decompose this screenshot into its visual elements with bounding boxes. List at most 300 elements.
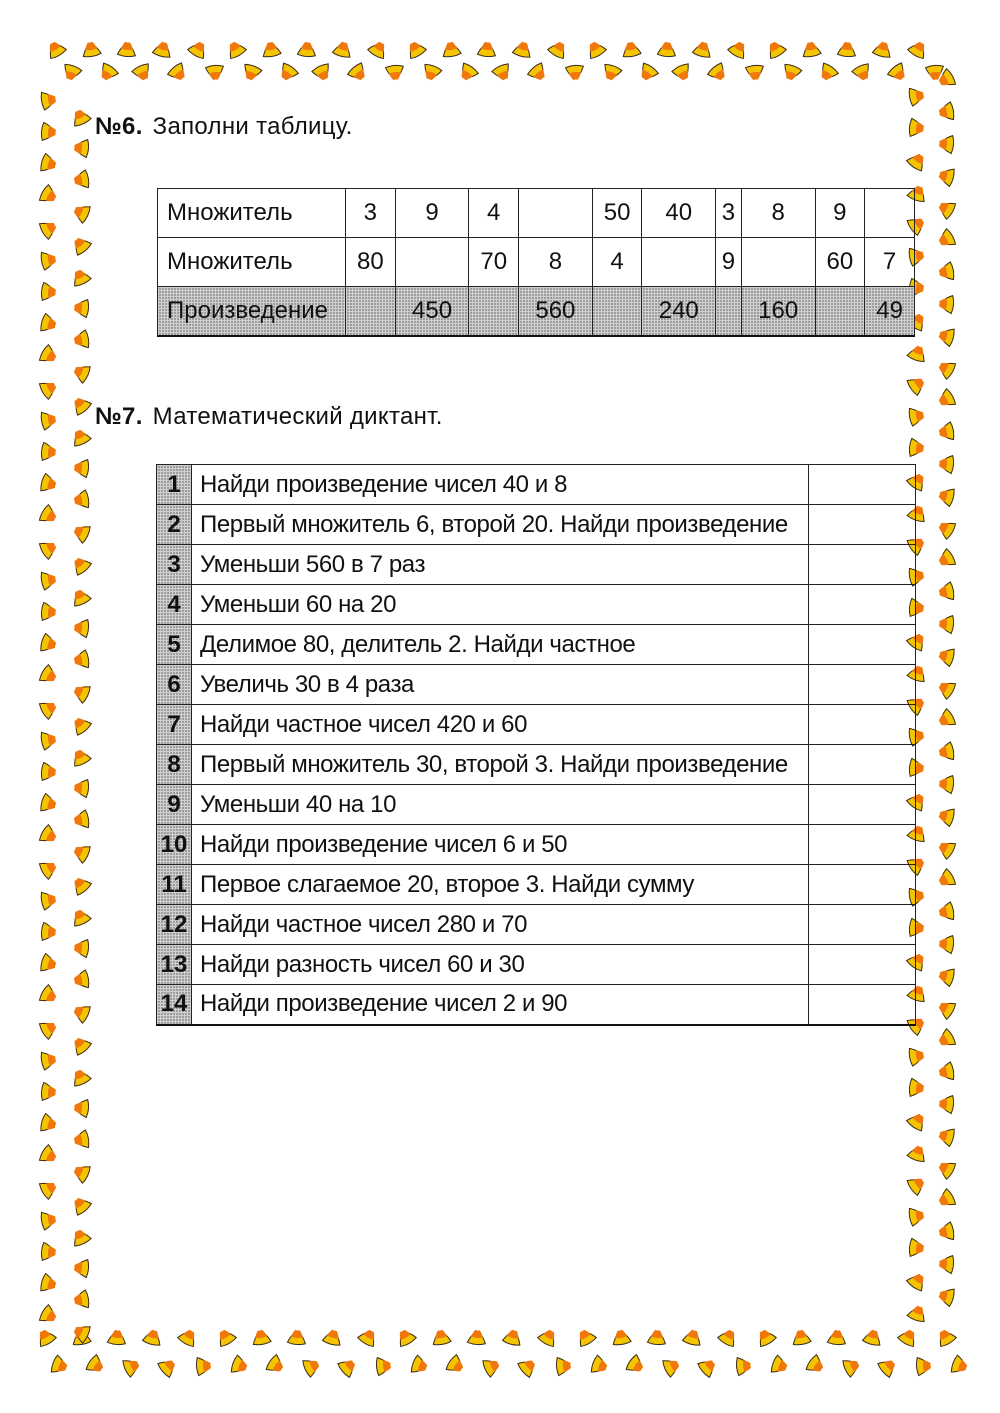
item-number: 8 xyxy=(157,745,192,785)
candy-corn-icon xyxy=(441,38,462,58)
item-number: 9 xyxy=(157,785,192,825)
candy-corn-icon xyxy=(934,485,956,507)
candy-corn-icon xyxy=(872,37,894,59)
candy-corn-icon xyxy=(935,614,954,633)
candy-corn-icon xyxy=(933,388,957,412)
item-number: 4 xyxy=(157,585,192,625)
candy-corn-icon xyxy=(68,904,92,927)
answer-cell[interactable] xyxy=(809,825,916,865)
candy-corn-icon xyxy=(935,902,955,923)
candy-corn-icon xyxy=(933,548,957,572)
candy-corn-icon xyxy=(70,970,90,991)
candy-corn-icon xyxy=(347,62,372,87)
candy-corn-icon xyxy=(814,62,839,87)
candy-corn-icon xyxy=(38,536,62,560)
candy-corn-icon xyxy=(297,38,316,57)
candy-corn-icon xyxy=(41,602,60,621)
item-number: 1 xyxy=(157,465,192,505)
candy-corn-icon xyxy=(117,38,136,57)
candy-corn-icon xyxy=(70,618,89,637)
candy-corn-icon xyxy=(40,890,60,911)
candy-corn-icon xyxy=(230,1355,253,1378)
candy-corn-icon xyxy=(223,36,247,60)
candy-corn-icon xyxy=(337,1353,362,1378)
candy-corn-icon xyxy=(40,250,60,271)
candy-corn-icon xyxy=(934,645,956,667)
candy-corn-icon xyxy=(897,1324,921,1348)
table-cell[interactable] xyxy=(815,287,865,336)
candy-corn-icon xyxy=(512,37,534,59)
candy-corn-icon xyxy=(933,708,957,732)
candy-corn-icon xyxy=(621,38,642,58)
candy-corn-icon xyxy=(887,62,912,87)
candy-corn-icon xyxy=(39,793,61,815)
multiplication-table xyxy=(157,188,915,337)
candy-corn-icon xyxy=(851,62,875,85)
candy-corn-icon xyxy=(70,1130,90,1151)
item-question: Найди разность чисел 60 и 30 xyxy=(192,945,809,985)
candy-corn-icon xyxy=(934,965,956,987)
candy-corn-icon xyxy=(573,1324,597,1348)
candy-corn-icon xyxy=(196,1356,215,1375)
candy-corn-icon xyxy=(70,170,90,191)
candy-corn-icon xyxy=(634,62,659,87)
candy-corn-icon xyxy=(445,1354,470,1379)
candy-corn-icon xyxy=(67,1191,92,1216)
candy-corn-icon xyxy=(491,62,515,85)
candy-corn-icon xyxy=(934,1125,956,1147)
candy-corn-icon xyxy=(590,1355,613,1378)
candy-corn-icon xyxy=(70,138,89,157)
answer-cell[interactable] xyxy=(809,945,916,985)
candy-corn-icon xyxy=(935,934,954,953)
table-cell[interactable]: 9 xyxy=(815,189,865,238)
candy-corn-icon xyxy=(625,1354,650,1379)
candy-corn-icon xyxy=(67,711,92,736)
table-row xyxy=(157,785,916,825)
candy-corn-icon xyxy=(332,37,354,59)
table-cell[interactable]: 40 xyxy=(642,189,716,238)
candy-corn-icon xyxy=(692,37,714,59)
table-row xyxy=(158,189,915,238)
candy-corn-icon xyxy=(753,1324,777,1348)
candy-corn-icon xyxy=(38,1016,62,1040)
candy-corn-icon xyxy=(763,36,787,60)
candy-corn-icon xyxy=(68,744,92,767)
candy-corn-icon xyxy=(393,1324,417,1348)
candy-corn-icon xyxy=(933,836,957,860)
candy-corn-icon xyxy=(933,1156,957,1180)
item-question: Найди произведение чисел 40 и 8 xyxy=(192,465,809,505)
candy-corn-icon xyxy=(935,262,955,283)
candy-corn-icon xyxy=(906,147,931,172)
candy-corn-icon xyxy=(67,391,92,416)
item-question: Найди произведение чисел 2 и 90 xyxy=(192,985,809,1025)
candy-corn-icon xyxy=(935,1062,955,1083)
candy-corn-icon xyxy=(909,118,928,137)
answer-cell[interactable] xyxy=(809,465,916,505)
item-question: Уменьши 40 на 10 xyxy=(192,785,809,825)
candy-corn-icon xyxy=(906,1267,931,1292)
table-cell[interactable]: 60 xyxy=(815,238,865,287)
item-question: Первое слагаемое 20, второе 3. Найди сумму xyxy=(192,865,809,905)
item-question: Первый множитель 6, второй 20. Найди произведение xyxy=(192,505,809,545)
candy-corn-icon xyxy=(935,1094,954,1113)
table-cell[interactable]: 8 xyxy=(741,189,815,238)
candy-corn-icon xyxy=(265,1354,290,1379)
candy-corn-icon xyxy=(142,1325,164,1347)
candy-corn-icon xyxy=(454,62,479,87)
candy-corn-icon xyxy=(41,122,60,141)
candy-corn-icon xyxy=(152,37,174,59)
candy-corn-icon xyxy=(736,1356,755,1375)
candy-corn-icon xyxy=(41,442,60,461)
candy-corn-icon xyxy=(322,1325,344,1347)
candy-corn-icon xyxy=(907,36,931,60)
candy-corn-icon xyxy=(70,1290,90,1311)
candy-corn-icon xyxy=(908,1046,928,1067)
candy-corn-icon xyxy=(547,36,571,60)
candy-corn-icon xyxy=(403,36,427,60)
candy-corn-icon xyxy=(39,953,61,975)
table-cell[interactable]: 4 xyxy=(469,189,519,238)
candy-corn-icon xyxy=(565,65,584,84)
item-question: Уменьши 60 на 20 xyxy=(192,585,809,625)
candy-corn-icon xyxy=(39,313,61,335)
candy-corn-icon xyxy=(877,1353,902,1378)
answer-cell[interactable] xyxy=(809,665,916,705)
candy-corn-icon xyxy=(933,228,957,252)
candy-corn-icon xyxy=(934,165,956,187)
candy-corn-icon xyxy=(717,1324,741,1348)
candy-corn-icon xyxy=(909,1238,928,1257)
candy-corn-icon xyxy=(39,1273,61,1295)
answer-cell[interactable] xyxy=(809,505,916,545)
candy-corn-icon xyxy=(467,1326,486,1345)
candy-corn-icon xyxy=(301,1354,324,1378)
candy-corn-icon xyxy=(599,63,622,86)
candy-corn-icon xyxy=(583,36,607,60)
candy-corn-icon xyxy=(357,1324,381,1348)
item-question: Найди частное чисел 280 и 70 xyxy=(192,905,809,945)
candy-corn-icon xyxy=(935,294,954,313)
candy-corn-icon xyxy=(908,86,928,107)
answer-cell[interactable] xyxy=(809,545,916,585)
table-row xyxy=(157,665,916,705)
table-cell[interactable] xyxy=(469,287,519,336)
item-question: Делимое 80, делитель 2. Найди частное xyxy=(192,625,809,665)
candy-corn-icon xyxy=(841,1354,864,1378)
candy-corn-icon xyxy=(527,62,552,87)
table-row xyxy=(157,625,916,665)
table-row xyxy=(158,238,915,287)
table-row xyxy=(157,985,916,1025)
candy-corn-icon xyxy=(745,65,764,84)
candy-corn-icon xyxy=(39,473,61,495)
candy-corn-icon xyxy=(68,200,91,224)
table-cell[interactable]: 3 xyxy=(716,189,742,238)
candy-corn-icon xyxy=(38,376,62,400)
row-label-factor1: Множитель xyxy=(158,189,346,238)
candy-corn-icon xyxy=(727,36,751,60)
candy-corn-icon xyxy=(121,1354,144,1378)
candy-corn-icon xyxy=(41,922,60,941)
candy-corn-icon xyxy=(311,62,335,85)
candy-corn-icon xyxy=(40,1050,60,1071)
candy-corn-icon xyxy=(837,38,856,57)
candy-corn-icon xyxy=(933,1188,957,1212)
item-number: 10 xyxy=(157,825,192,865)
candy-corn-icon xyxy=(916,1356,935,1375)
candy-corn-icon xyxy=(410,1355,433,1378)
item-number: 6 xyxy=(157,665,192,705)
item-number: 14 xyxy=(157,985,192,1025)
row-label-factor2: Множитель xyxy=(158,238,346,287)
candy-corn-icon xyxy=(239,63,262,86)
candy-corn-icon xyxy=(481,1354,504,1378)
candy-corn-icon xyxy=(131,62,155,85)
candy-corn-icon xyxy=(68,1160,91,1184)
table-row xyxy=(157,825,916,865)
candy-corn-icon xyxy=(41,1082,60,1101)
candy-corn-icon xyxy=(906,371,931,396)
answer-cell[interactable] xyxy=(809,785,916,825)
table-row xyxy=(157,745,916,785)
candy-corn-icon xyxy=(517,1353,542,1378)
candy-corn-icon xyxy=(38,664,62,688)
candy-corn-icon xyxy=(68,840,91,864)
candy-corn-icon xyxy=(70,1098,89,1117)
candy-corn-icon xyxy=(177,1324,201,1348)
candy-corn-icon xyxy=(385,65,404,84)
table-cell[interactable]: 70 xyxy=(469,238,519,287)
item-question: Увеличь 30 в 4 раза xyxy=(192,665,809,705)
candy-corn-icon xyxy=(933,1324,957,1348)
candy-corn-icon xyxy=(67,551,92,576)
candy-corn-icon xyxy=(707,62,732,87)
candy-corn-icon xyxy=(950,1355,973,1378)
candy-corn-icon xyxy=(907,1300,930,1323)
candy-corn-icon xyxy=(67,231,92,256)
candy-corn-icon xyxy=(39,1113,61,1135)
item-number: 5 xyxy=(157,625,192,665)
candy-corn-icon xyxy=(157,1353,182,1378)
candy-corn-icon xyxy=(431,1326,452,1346)
candy-corn-icon xyxy=(502,1325,524,1347)
candy-corn-icon xyxy=(556,1356,575,1375)
candy-corn-icon xyxy=(167,62,192,87)
candy-corn-icon xyxy=(671,62,695,85)
candy-corn-icon xyxy=(935,422,955,443)
candy-corn-icon xyxy=(70,1258,89,1277)
candy-corn-icon xyxy=(68,1000,91,1024)
candy-corn-icon xyxy=(40,570,60,591)
candy-corn-icon xyxy=(68,360,91,384)
table-cell[interactable]: 9 xyxy=(395,189,469,238)
candy-corn-icon xyxy=(70,650,90,671)
table-row xyxy=(157,905,916,945)
candy-corn-icon xyxy=(251,1326,272,1346)
candy-corn-icon xyxy=(38,856,62,880)
candy-corn-icon xyxy=(907,340,930,363)
candy-corn-icon xyxy=(38,984,62,1008)
candy-corn-icon xyxy=(933,996,957,1020)
item-number: 3 xyxy=(157,545,192,585)
candy-corn-icon xyxy=(906,1107,931,1132)
item-question: Найди частное чисел 420 и 60 xyxy=(192,705,809,745)
table-cell[interactable]: 4 xyxy=(592,238,642,287)
candy-corn-icon xyxy=(933,676,957,700)
candy-corn-icon xyxy=(70,778,89,797)
candy-corn-icon xyxy=(40,1210,60,1231)
candy-corn-icon xyxy=(41,1242,60,1261)
item-question: Уменьши 560 в 7 раз xyxy=(192,545,809,585)
candy-corn-icon xyxy=(33,1324,57,1348)
candy-corn-icon xyxy=(41,762,60,781)
task6-heading xyxy=(95,113,353,141)
candy-corn-icon xyxy=(933,516,957,540)
table-cell[interactable] xyxy=(346,287,396,336)
task7-title: Математический диктант. xyxy=(152,403,443,430)
table-cell[interactable] xyxy=(865,189,915,238)
candy-corn-icon xyxy=(933,868,957,892)
candy-corn-icon xyxy=(205,65,224,84)
answer-cell[interactable] xyxy=(809,985,916,1025)
candy-corn-icon xyxy=(39,153,61,175)
candy-corn-icon xyxy=(94,62,119,87)
candy-corn-icon xyxy=(935,1254,954,1273)
candy-corn-icon xyxy=(376,1356,395,1375)
candy-corn-icon xyxy=(477,38,496,57)
table-row xyxy=(157,705,916,745)
item-number: 12 xyxy=(157,905,192,945)
answer-cell[interactable] xyxy=(809,585,916,625)
candy-corn-icon xyxy=(38,344,62,368)
answer-cell[interactable] xyxy=(809,705,916,745)
candy-corn-icon xyxy=(213,1324,237,1348)
candy-corn-icon xyxy=(367,36,391,60)
candy-corn-icon xyxy=(39,633,61,655)
table-row xyxy=(157,865,916,905)
candy-corn-icon xyxy=(68,264,92,287)
table-cell[interactable] xyxy=(741,238,815,287)
candy-corn-icon xyxy=(38,1144,62,1168)
candy-corn-icon xyxy=(935,582,955,603)
candy-corn-icon xyxy=(70,298,89,317)
table-row xyxy=(157,585,916,625)
candy-corn-icon xyxy=(68,584,92,607)
candy-corn-icon xyxy=(38,1176,62,1200)
candy-corn-icon xyxy=(537,1324,561,1348)
answer-cell[interactable] xyxy=(809,745,916,785)
candy-corn-icon xyxy=(50,1355,73,1378)
candy-corn-icon xyxy=(682,1325,704,1347)
candy-corn-icon xyxy=(935,134,954,153)
candy-corn-icon xyxy=(261,38,282,58)
table-cell[interactable]: 49 xyxy=(865,287,915,336)
table-cell[interactable]: 7 xyxy=(865,238,915,287)
candy-corn-icon xyxy=(909,1078,928,1097)
table-cell[interactable]: 80 xyxy=(346,238,396,287)
task6-number: №6. xyxy=(95,113,143,140)
candy-corn-icon xyxy=(70,458,89,477)
candy-corn-icon xyxy=(68,1064,92,1087)
candy-corn-icon xyxy=(70,490,90,511)
answer-cell[interactable] xyxy=(809,865,916,905)
candy-corn-icon xyxy=(909,438,928,457)
candy-corn-icon xyxy=(801,38,822,58)
table-cell[interactable]: 3 xyxy=(346,189,396,238)
candy-corn-icon xyxy=(67,871,92,896)
table-cell[interactable]: 50 xyxy=(592,189,642,238)
candy-corn-icon xyxy=(38,824,62,848)
candy-corn-icon xyxy=(41,282,60,301)
table-cell[interactable] xyxy=(716,287,742,336)
dictation-table xyxy=(156,464,916,1026)
answer-cell[interactable] xyxy=(809,625,916,665)
candy-corn-icon xyxy=(862,1325,884,1347)
item-question: Найди произведение чисел 6 и 50 xyxy=(192,825,809,865)
candy-corn-icon xyxy=(70,330,90,351)
table-cell[interactable]: 160 xyxy=(741,287,815,336)
candy-corn-icon xyxy=(805,1354,830,1379)
candy-corn-icon xyxy=(779,63,802,86)
table-cell[interactable] xyxy=(642,238,716,287)
candy-corn-icon xyxy=(68,680,91,704)
candy-corn-icon xyxy=(70,938,89,957)
candy-corn-icon xyxy=(38,504,62,528)
candy-corn-icon xyxy=(827,1326,846,1345)
table-cell[interactable] xyxy=(519,189,593,238)
candy-corn-icon xyxy=(661,1354,684,1378)
candy-corn-icon xyxy=(934,805,956,827)
candy-corn-icon xyxy=(38,216,62,240)
candy-corn-icon xyxy=(70,810,90,831)
table-cell[interactable]: 450 xyxy=(395,287,469,336)
table-cell[interactable]: 8 xyxy=(519,238,593,287)
item-number: 11 xyxy=(157,865,192,905)
candy-corn-icon xyxy=(934,1285,956,1307)
candy-corn-icon xyxy=(107,1326,126,1345)
task7-heading xyxy=(95,403,443,431)
candy-corn-icon xyxy=(697,1353,722,1378)
task7-number: №7. xyxy=(95,403,143,430)
row-label-product: Произведение xyxy=(158,287,346,336)
table-cell[interactable] xyxy=(395,238,469,287)
candy-corn-icon xyxy=(611,1326,632,1346)
candy-corn-icon xyxy=(187,36,211,60)
candy-corn-icon xyxy=(935,1222,955,1243)
candy-corn-icon xyxy=(38,1304,62,1328)
answer-cell[interactable] xyxy=(809,905,916,945)
table-cell[interactable]: 240 xyxy=(642,287,716,336)
table-cell[interactable]: 560 xyxy=(519,287,593,336)
candy-corn-icon xyxy=(657,38,676,57)
candy-corn-icon xyxy=(85,1354,110,1379)
candy-corn-icon xyxy=(68,104,92,127)
candy-corn-icon xyxy=(38,184,62,208)
table-row xyxy=(157,505,916,545)
table-cell[interactable] xyxy=(592,287,642,336)
candy-corn-icon xyxy=(907,1140,930,1163)
candy-corn-icon xyxy=(40,90,60,111)
candy-corn-icon xyxy=(67,1031,92,1056)
candy-corn-icon xyxy=(908,406,928,427)
candy-corn-icon xyxy=(68,424,92,447)
table-cell[interactable]: 9 xyxy=(716,238,742,287)
candy-corn-icon xyxy=(933,196,957,220)
candy-corn-icon xyxy=(935,454,954,473)
